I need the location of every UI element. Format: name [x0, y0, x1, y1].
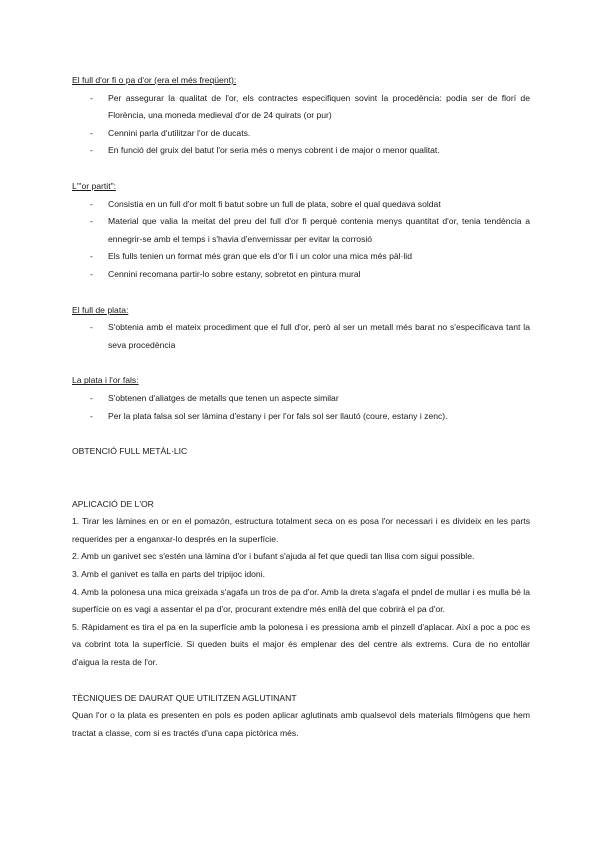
section-heading-or-partit: L'"or partit":: [72, 180, 117, 191]
aplicacio-step-1: 1. Tirar les làmines en or en el pomazón, estructura totalment seca on es posa l'or necessari i es divideix en les parts requerides per a enganxar-lo després en la superfície.: [72, 516, 530, 544]
section-heading-full-or-fi: El full d'or fi o pa d'or (era el més freqüent):: [72, 75, 237, 85]
list-item: - S'obtenia amb el mateix procediment que el full d'or, però al ser un metall més barat no s'especificava tant la seva procedència: [108, 319, 530, 354]
list-item: - Consistia en un full d'or molt fi batut sobre un full de plata, sobre el qual quedava soldat: [108, 196, 530, 214]
section-heading-full-plata: El full de plata:: [72, 304, 129, 315]
list-item: - S'obtenen d'aliatges de metalls que tenen un aspecte similar: [108, 390, 530, 408]
section-list-full-plata: [72, 319, 530, 354]
obtencio-title: OBTENCIÓ FULL METÀL·LIC: [72, 446, 188, 457]
section-heading-plata-or-fals: La plata i l'or fals:: [72, 375, 139, 386]
section-list-plata-or-fals: [72, 390, 530, 425]
aplicacio-title: APLICACIÓ DE L'OR: [72, 498, 154, 509]
tecniques-title: TÈCNIQUES DE DAURAT QUE UTILITZEN AGLUTINANT: [72, 692, 297, 703]
tecniques-text: Quan l'or o la plata es presenten en pols es poden aplicar aglutinats amb qualsevol dels materials filmògens que hem tractat a classe, com si es tractés d'una capa pictòrica més.: [72, 710, 530, 738]
aplicacio-step-4: 4. Amb la polonesa una mica greixada s'agafa un tros de pa d'or. Amb la dreta s'agafa el pndel de mullar i es mulla bé la superfície on es vagi a assentar el pa d'or, procurant extendre més enllà del que cobrirà el pa d'or.: [72, 586, 530, 615]
list-item: - Cennini parla d'utilitzar l'or de ducats.: [108, 125, 530, 143]
list-item: - Cennini recomana partir-lo sobre estany, sobretot en pintura mural: [108, 266, 530, 284]
section-list-full-or-fi: [72, 90, 530, 160]
list-item: - Material que valia la meitat del preu del full d'or fi perquè contenia menys quantitat d'or, tenia tendència a ennegrir-se amb el temps i s'havia d'envernissar per evitar la corrosió: [108, 213, 530, 248]
aplicacio-step-2: 2. Amb un ganivet sec s'estén una làmina d'or i bufant s'ajuda al fet que quedi tan llisa com sigui possible.: [72, 551, 475, 562]
list-item: - Per assegurar la qualitat de l'or, els contractes especifiquen sovint la procedència: podia ser de florí de Florència, una moneda medieval d'or de 24 quirats (or pur): [108, 90, 530, 125]
section-list-or-partit: [72, 196, 530, 284]
list-item: - En funció del gruix del batut l'or seria més o menys cobrent i de major o menor qualitat.: [108, 142, 530, 160]
list-item: - Els fulls tenien un format més gran que els d'or fi i un color una mica més pàl·lid: [108, 248, 530, 266]
list-item: - Per la plata falsa sol ser làmina d'estany i per l'or fals sol ser llautó (coure, estany i zenc).: [108, 408, 530, 426]
aplicacio-step-5: 5. Ràpidament es tira el pa en la superfície amb la polonesa i es pressiona amb el pinzell d'aplacar. Així a poc a poc es va cobrint tota la superfície. Si queden buits el major és emplenar des del centre als extrems. Cura de no entollar d'aigua la resta de l'or.: [72, 621, 530, 668]
aplicacio-step-3: 3. Amb el ganivet es talla en parts del tripijoc idoni.: [72, 569, 265, 580]
